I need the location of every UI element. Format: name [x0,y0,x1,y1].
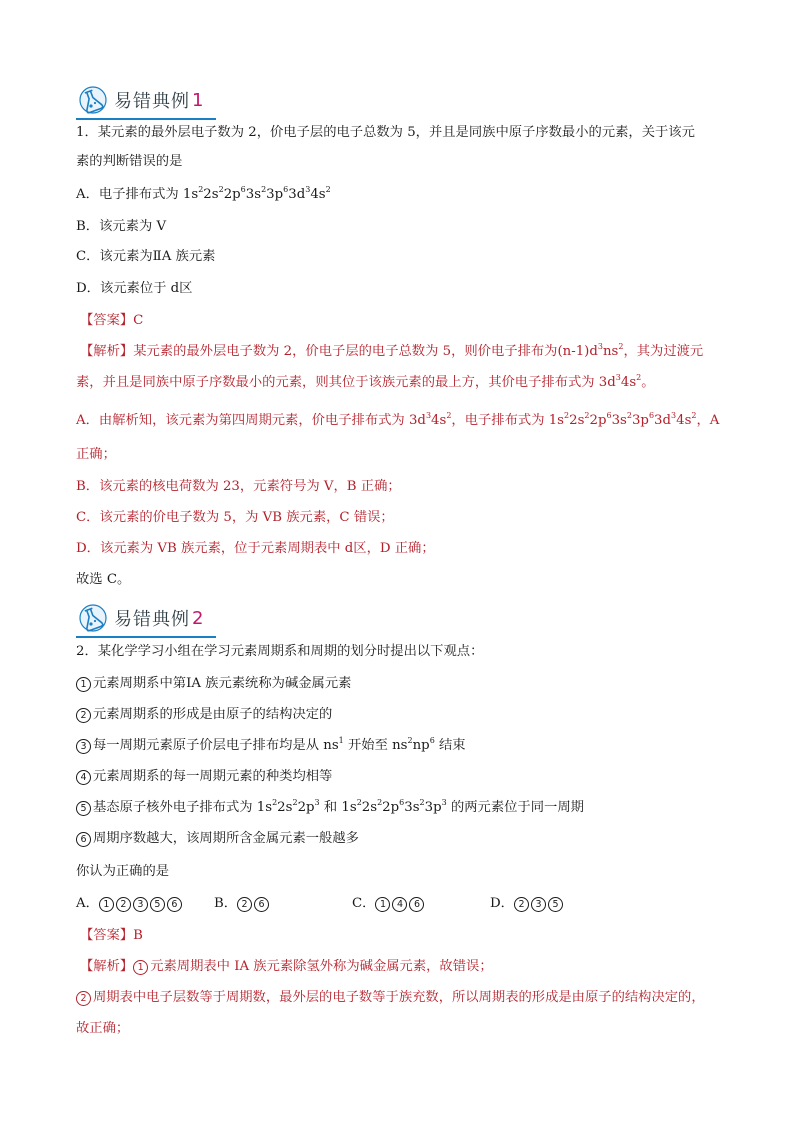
q1-stem-line1: 1．某元素的最外层电子数为 2，价电子层的电子总数为 5，并且是同族中原子序数最小的元素，关于该元 [76,125,695,140]
q2-explanation-line3: 故正确； [76,1021,130,1036]
q2-statement-3: 3 每一周期元素原子价层电子排布均是从 $ns^1$ 开始至 $ns^2np^6$ 结束 [76,737,466,755]
q2-statement-6: 6 周期序数越大，该周期所含金属元素一般越多 [76,830,359,848]
q2-question: 你认为正确的是 [76,864,170,879]
q2-option-d: D． 2 3 5 [490,895,628,913]
q2-options [76,895,628,913]
section-title: 易错典例 [114,609,190,630]
q2-explanation-line2: 2 周期表中电子层数等于周期数，最外层的电子数等于族充数，所以周期表的形成是由原子的结构决定的， [76,989,705,1007]
q2-option-c: C． 1 4 6 [352,895,490,913]
q1-explanation-line3: A．由解析知，该元素为第四周期元素，价电子排布式为 $3d^34s^2$，电子排布式为 $1s^22s^22p^63s^23p^63d^34s^2$，A [76,411,720,428]
q1-option-d: D．该元素位于 d区 [76,281,193,296]
section-heading-2 [76,600,212,636]
q2-statement-1: 1 元素周期系中第ⅠA 族元素统称为碱金属元素 [76,675,351,693]
section-number: 1 [192,89,204,111]
q2-statement-4: 4 元素周期系的每一周期元素的种类均相等 [76,768,332,786]
q1-stem-line2: 素的判断错误的是 [76,154,183,169]
section-heading-1 [76,82,212,118]
q2-statement-2: 2 元素周期系的形成是由原子的结构决定的 [76,706,332,724]
q2-statement-5: 5 基态原子核外电子排布式为 $1s^22s^22p^3$ 和 $1s^22s^22p^63s^23p^3$ 的两元素位于同一周期 [76,799,584,817]
section-title: 易错典例 [114,91,190,112]
q1-explanation-line1: 【解析】某元素的最外层电子数为 2，价电子层的电子总数为 5，则价电子排布为$(n-1)d^3ns^2$，其为过渡元 [80,342,704,359]
section-underline [76,118,216,120]
q2-answer: 【答案】B [80,928,143,943]
q1-explanation-line7: D．该元素为 VB 族元素，位于元素周期表中 d区，D 正确； [76,541,435,556]
q1-option-a-text: A．电子排布式为 1s [76,187,199,202]
explanation-tag: 【解析】 [80,959,134,974]
q1-option-b: B．该元素为 V [76,219,167,234]
flask-icon [76,84,108,116]
q1-explanation-line2: 素，并且是同族中原子序数最小的元素，则其位于该族元素的最上方，其价电子排布式为 $3d^34s^2$。 [76,373,655,390]
q2-option-a: A． 1 2 3 5 6 [76,895,214,913]
q1-explanation-line4: 正确； [76,447,116,462]
q2-option-b: B． 2 6 [214,895,352,913]
flask-icon [76,602,108,634]
q1-explanation-line6: C．该元素的价电子数为 5，为 VB 族元素，C 错误； [76,510,394,525]
explanation-tag: 【解析】 [80,344,134,359]
section-number: 2 [192,607,204,629]
q1-explanation-line5: B．该元素的核电荷数为 23，元素符号为 V，B 正确； [76,479,401,494]
q1-option-a: A．电子排布式为 $1s^22s^22p^63s^23p^63d^34s^2$ [76,185,331,202]
section-underline [76,636,216,638]
q1-option-c: C．该元素为ⅡA 族元素 [76,249,216,264]
q2-explanation-line1: 【解析】 1 元素周期表中 IA 族元素除氢外称为碱金属元素，故错误； [80,959,493,974]
q1-conclusion: 故选 C。 [76,572,131,587]
q2-stem: 2．某化学学习小组在学习元素周期系和周期的划分时提出以下观点： [76,644,484,659]
q1-answer: 【答案】C [80,313,144,328]
